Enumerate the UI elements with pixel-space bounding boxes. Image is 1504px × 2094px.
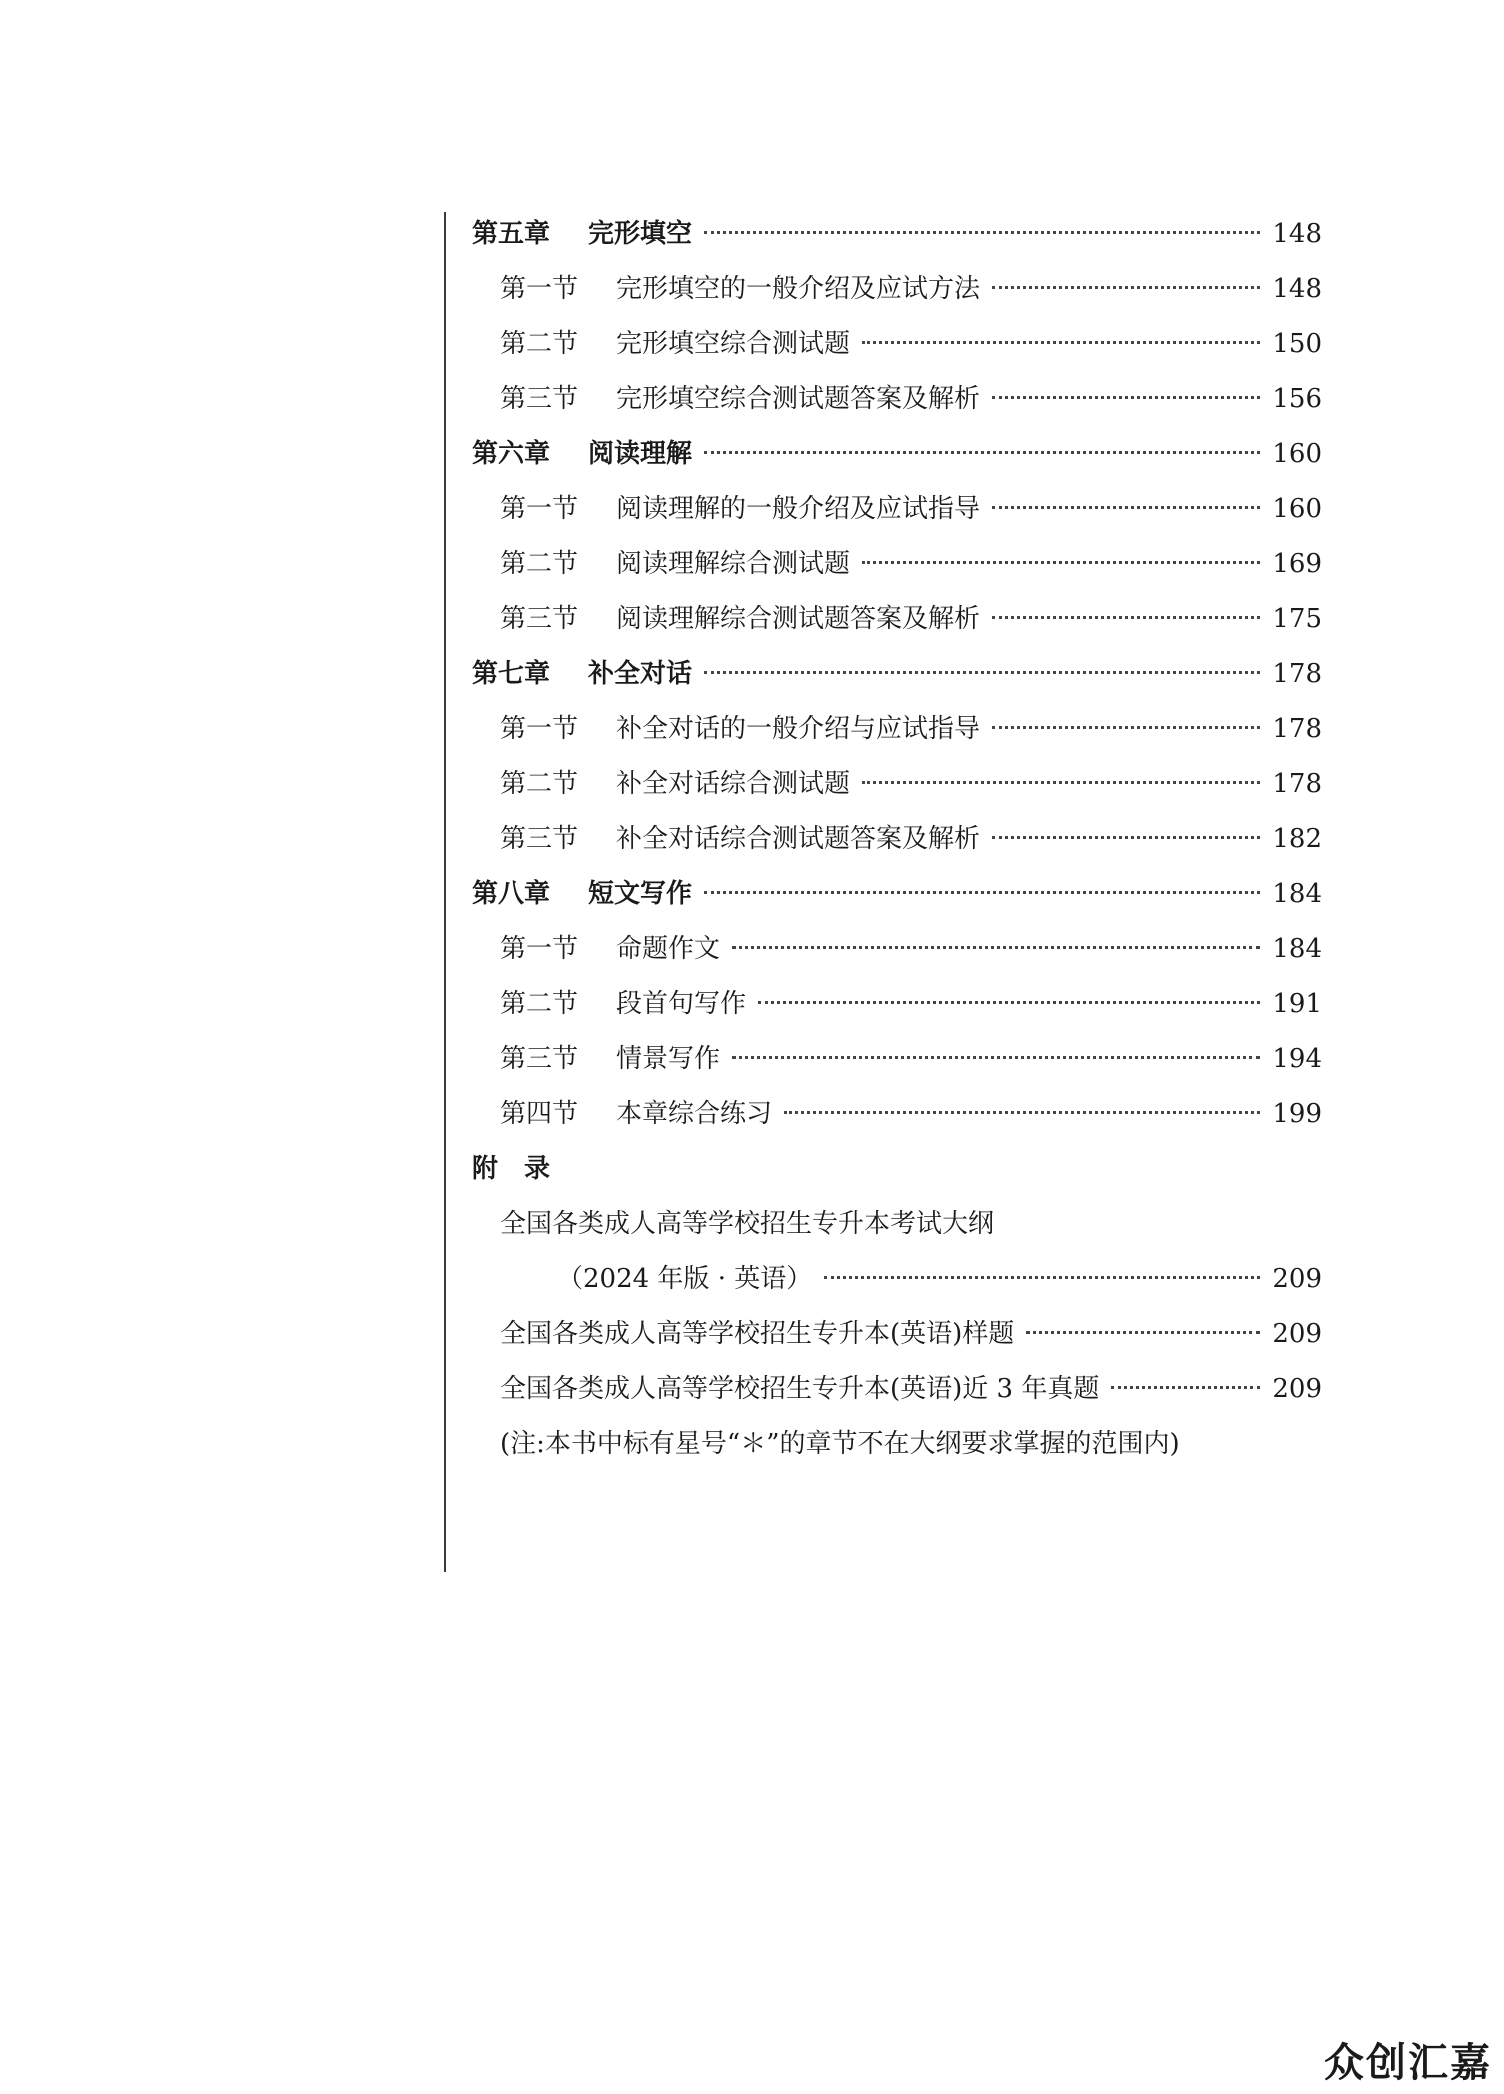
section-number: 第一节 — [500, 934, 579, 964]
dot-leader — [862, 341, 1260, 344]
page-number: 178 — [1272, 769, 1322, 799]
dot-leader — [1026, 1331, 1260, 1334]
page-number: 209 — [1272, 1264, 1322, 1294]
page-number: 199 — [1272, 1099, 1322, 1129]
toc-chapter[interactable] — [472, 647, 1322, 702]
toc-section[interactable] — [472, 922, 1322, 977]
chapter-number: 第八章 — [472, 879, 551, 909]
section-title: 完形填空综合测试题答案及解析 — [616, 384, 981, 414]
chapter-title: 阅读理解 — [588, 439, 693, 469]
footnote — [472, 1417, 1322, 1472]
section-number: 第三节 — [500, 1044, 579, 1074]
page-number: 160 — [1272, 494, 1322, 524]
toc-chapter[interactable] — [472, 427, 1322, 482]
dot-leader — [824, 1276, 1260, 1279]
dot-leader — [704, 671, 1260, 674]
dot-leader — [862, 781, 1260, 784]
dot-leader — [704, 231, 1260, 234]
page-number: 148 — [1272, 219, 1322, 249]
section-title: 情景写作 — [616, 1044, 721, 1074]
dot-leader — [992, 836, 1260, 839]
appendix-item-sample[interactable] — [472, 1307, 1322, 1362]
page-number: 156 — [1272, 384, 1322, 414]
section-title: 阅读理解综合测试题 — [616, 549, 851, 579]
section-title: 补全对话综合测试题答案及解析 — [616, 824, 981, 854]
dot-leader — [732, 946, 1260, 949]
chapter-number: 第七章 — [472, 659, 551, 689]
appendix-item-syllabus[interactable] — [472, 1197, 1322, 1252]
dot-leader — [732, 1056, 1260, 1059]
page-number: 184 — [1272, 934, 1322, 964]
appendix-item-past-exams[interactable] — [472, 1362, 1322, 1417]
toc-section[interactable] — [472, 592, 1322, 647]
appendix-item-title: 全国各类成人高等学校招生专升本(英语)近 3 年真题 — [500, 1374, 1100, 1404]
toc-section[interactable] — [472, 977, 1322, 1032]
toc-section[interactable] — [472, 1087, 1322, 1142]
section-number: 第二节 — [500, 769, 579, 799]
dot-leader — [992, 396, 1260, 399]
section-title: 补全对话综合测试题 — [616, 769, 851, 799]
chapter-number: 第六章 — [472, 439, 551, 469]
page-number: 175 — [1272, 604, 1322, 634]
page-number: 148 — [1272, 274, 1322, 304]
appendix-item-title: 全国各类成人高等学校招生专升本考试大纲 — [500, 1209, 995, 1239]
dot-leader — [992, 726, 1260, 729]
appendix-item-title: 全国各类成人高等学校招生专升本(英语)样题 — [500, 1319, 1015, 1349]
appendix-item-subtitle: （2024 年版 · 英语） — [557, 1264, 813, 1294]
page-number: 178 — [1272, 659, 1322, 689]
toc-section[interactable] — [472, 317, 1322, 372]
appendix-title: 附 录 — [472, 1154, 551, 1184]
section-title: 阅读理解综合测试题答案及解析 — [616, 604, 981, 634]
dot-leader — [704, 891, 1260, 894]
dot-leader — [758, 1001, 1260, 1004]
page-number: 150 — [1272, 329, 1322, 359]
footnote-text: (注:本书中标有星号“＊”的章节不在大纲要求掌握的范围内) — [500, 1429, 1180, 1459]
section-title: 本章综合练习 — [616, 1099, 773, 1129]
dot-leader — [862, 561, 1260, 564]
page-number: 209 — [1272, 1319, 1322, 1349]
appendix-item-syllabus-cont[interactable] — [472, 1252, 1322, 1307]
toc-section[interactable] — [472, 757, 1322, 812]
dot-leader — [784, 1111, 1260, 1114]
dot-leader — [992, 506, 1260, 509]
section-number: 第二节 — [500, 549, 579, 579]
toc-section[interactable] — [472, 482, 1322, 537]
page-number: 169 — [1272, 549, 1322, 579]
toc-section[interactable] — [472, 1032, 1322, 1087]
section-title: 阅读理解的一般介绍及应试指导 — [616, 494, 981, 524]
toc-chapter[interactable] — [472, 207, 1322, 262]
section-number: 第二节 — [500, 329, 579, 359]
section-number: 第二节 — [500, 989, 579, 1019]
chapter-title: 短文写作 — [588, 879, 693, 909]
dot-leader — [1111, 1386, 1260, 1389]
dot-leader — [992, 616, 1260, 619]
section-title: 段首句写作 — [616, 989, 747, 1019]
page-number: 178 — [1272, 714, 1322, 744]
toc-section[interactable] — [472, 372, 1322, 427]
section-title: 补全对话的一般介绍与应试指导 — [616, 714, 981, 744]
section-title: 完形填空的一般介绍及应试方法 — [616, 274, 981, 304]
section-title: 命题作文 — [616, 934, 721, 964]
page-number: 182 — [1272, 824, 1322, 854]
section-title: 完形填空综合测试题 — [616, 329, 851, 359]
section-number: 第一节 — [500, 274, 579, 304]
dot-leader — [704, 451, 1260, 454]
toc-section[interactable] — [472, 702, 1322, 757]
dot-leader — [992, 286, 1260, 289]
toc-chapter[interactable] — [472, 867, 1322, 922]
watermark-logo: 众创汇嘉 — [1324, 2040, 1492, 2086]
page-number: 160 — [1272, 439, 1322, 469]
section-number: 第三节 — [500, 384, 579, 414]
chapter-title: 补全对话 — [588, 659, 693, 689]
toc-section[interactable] — [472, 262, 1322, 317]
chapter-title: 完形填空 — [588, 219, 693, 249]
table-of-contents — [472, 207, 1322, 1472]
section-number: 第四节 — [500, 1099, 579, 1129]
page-number: 209 — [1272, 1374, 1322, 1404]
section-number: 第三节 — [500, 824, 579, 854]
toc-section[interactable] — [472, 812, 1322, 867]
section-number: 第三节 — [500, 604, 579, 634]
chapter-number: 第五章 — [472, 219, 551, 249]
page-number: 191 — [1272, 989, 1322, 1019]
page-number: 194 — [1272, 1044, 1322, 1074]
section-number: 第一节 — [500, 494, 579, 524]
page-number: 184 — [1272, 879, 1322, 909]
appendix-heading[interactable] — [472, 1142, 1322, 1197]
margin-rule — [444, 212, 446, 1572]
toc-section[interactable] — [472, 537, 1322, 592]
section-number: 第一节 — [500, 714, 579, 744]
